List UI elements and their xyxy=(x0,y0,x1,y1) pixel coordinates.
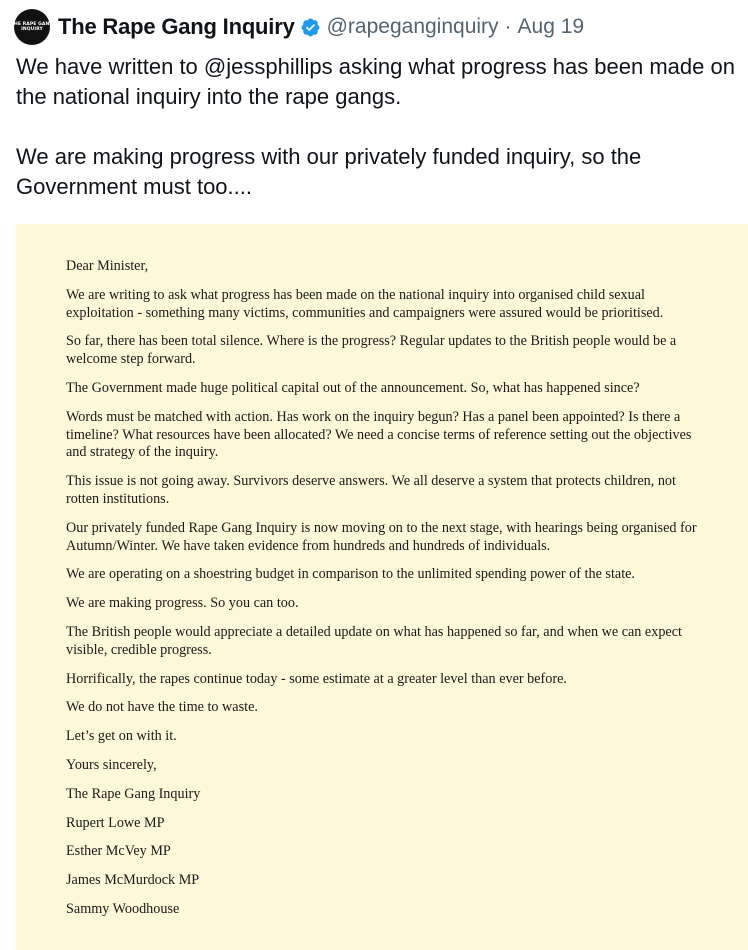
letter-paragraph: We do not have the time to waste. xyxy=(66,699,258,716)
display-name[interactable]: The Rape Gang Inquiry xyxy=(58,14,295,39)
letter-signatory: The Rape Gang Inquiry xyxy=(66,785,201,802)
letter-paragraph: Let’s get on with it. xyxy=(66,728,177,745)
letter-paragraph: We are making progress. So you can too. xyxy=(66,595,299,612)
tweet-text-paragraph: We are making progress with our privately funded inquiry, so the Government must too.... xyxy=(16,144,642,199)
letter-salutation: Dear Minister, xyxy=(66,258,149,274)
avatar-text-line-1: THE RAPE GANG xyxy=(10,22,54,27)
letter-paragraph: So far, there has been total silence. Where is the progress? Regular updates to the British people would be a welcome step forward. xyxy=(66,333,677,368)
letter-paragraph: We are operating on a shoestring budget in comparison to the unlimited spending power of the state. xyxy=(66,566,635,583)
avatar-text-line-2: INQUIRY xyxy=(21,27,43,32)
handle[interactable]: @rapeganginquiry xyxy=(326,15,499,38)
letter-paragraph: Horrifically, the rapes continue today - some estimate at a greater level than ever before. xyxy=(66,670,567,687)
letter-paragraph: The Government made huge political capital out of the announcement. So, what has happened since? xyxy=(66,379,640,396)
tweet-header xyxy=(10,8,585,46)
letter-signatory: Sammy Woodhouse xyxy=(66,900,180,917)
letter-signatory: James McMurdock MP xyxy=(66,872,200,889)
tweet-date[interactable]: Aug 19 xyxy=(517,15,585,38)
letter-signatory: Rupert Lowe MP xyxy=(66,814,165,831)
letter-paragraph: Our privately funded Rape Gang Inquiry is now moving on to the next stage, with hearings being organised for Autumn/Winter. We have taken evidence from hundreds and hundreds of individuals. xyxy=(66,519,697,554)
avatar[interactable] xyxy=(10,9,54,45)
letter-signoff: Yours sincerely, xyxy=(66,756,157,773)
letter-paragraph: Words must be matched with action. Has work on the inquiry begun? Has a panel been appointed? Is there a timeline? What resources have been allocated? We need a concise terms of reference setting out the objectives and strategy of the inquiry. xyxy=(66,408,692,461)
letter-paragraph: This issue is not going away. Survivors deserve answers. We all deserve a system that protects children, not rotten institutions. xyxy=(66,473,676,507)
letter-paragraph: The British people would appreciate a detailed update on what has happened so far, and when we can expect visible, credible progress. xyxy=(66,623,682,658)
letter-image[interactable] xyxy=(16,224,748,950)
tweet-text-paragraph: We have written to @jessphillips asking what progress has been made on the national inquiry into the rape gangs. xyxy=(16,54,735,109)
verified-badge-icon[interactable] xyxy=(300,17,321,38)
letter-signatory: Esther McVey MP xyxy=(66,843,171,860)
separator-dot: · xyxy=(504,15,512,38)
tweet-text xyxy=(16,52,740,202)
letter-paragraph: We are writing to ask what progress has been made on the national inquiry into organised child sexual exploitation - something many victims, communities and campaigners were assured would be prioritised. xyxy=(66,286,664,321)
